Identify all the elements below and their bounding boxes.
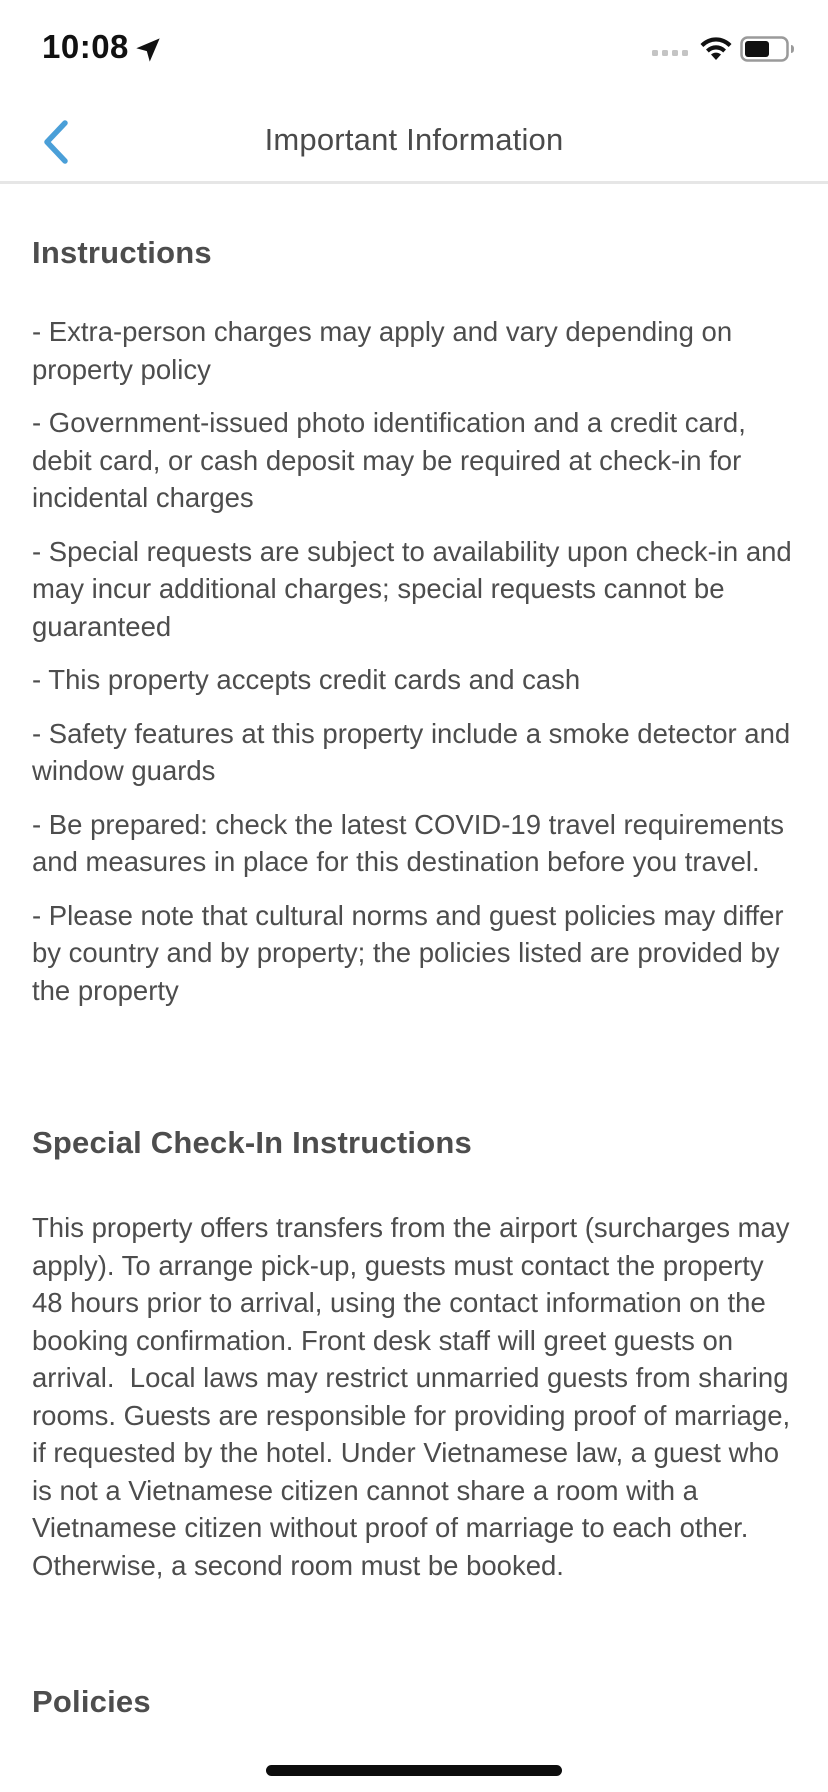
- special-checkin-heading: Special Check-In Instructions: [32, 1125, 472, 1160]
- location-arrow-icon: [134, 36, 162, 64]
- instruction-item: - Special requests are subject to availability upon check-in and may incur additional charges; special requests cannot be guaranteed: [32, 535, 792, 642]
- page-title: Important Information: [264, 122, 564, 157]
- home-indicator[interactable]: [266, 1765, 562, 1776]
- special-checkin-body: This property offers transfers from the airport (surcharges may apply). To arrange pick-up, guests must contact the property 48 hours prior to arrival, using the contact information on the booking confirmation. Front desk staff will greet guests on arrival. Local laws may restrict unmarried guests from sharing rooms. Guests are responsible for providing proof of marriage, if requested by the hotel. Under Vietnamese law, a guest who is not a Vietnamese citizen cannot share a room with a Vietnamese citizen without proof of marriage to each other. Otherwise, a second room must be booked.: [32, 1212, 798, 1581]
- battery-icon: [740, 36, 796, 62]
- instruction-item: - This property accepts credit cards and cash: [32, 664, 581, 695]
- policies-heading: Policies: [32, 1684, 151, 1719]
- instructions-heading: Instructions: [32, 235, 212, 270]
- status-bar: [0, 0, 828, 100]
- instruction-item: - Please note that cultural norms and guest policies may differ by country and by property; the policies listed are provided by the property: [32, 899, 784, 1006]
- instruction-item: - Safety features at this property include a smoke detector and window guards: [32, 717, 791, 786]
- content: [0, 187, 828, 1720]
- cellular-signal-icon: [652, 48, 690, 58]
- instruction-item: - Extra-person charges may apply and vary depending on property policy: [32, 316, 733, 385]
- wifi-icon: [698, 34, 734, 62]
- navigation-bar: [0, 100, 828, 184]
- instruction-item: - Be prepared: check the latest COVID-19 travel requirements and measures in place for this destination before you travel.: [32, 808, 785, 877]
- status-time: 10:08: [42, 28, 129, 65]
- instructions-list: [32, 313, 796, 1009]
- instruction-item: - Government-issued photo identification and a credit card, debit card, or cash deposit may be required at check-in for incidental charges: [32, 407, 746, 513]
